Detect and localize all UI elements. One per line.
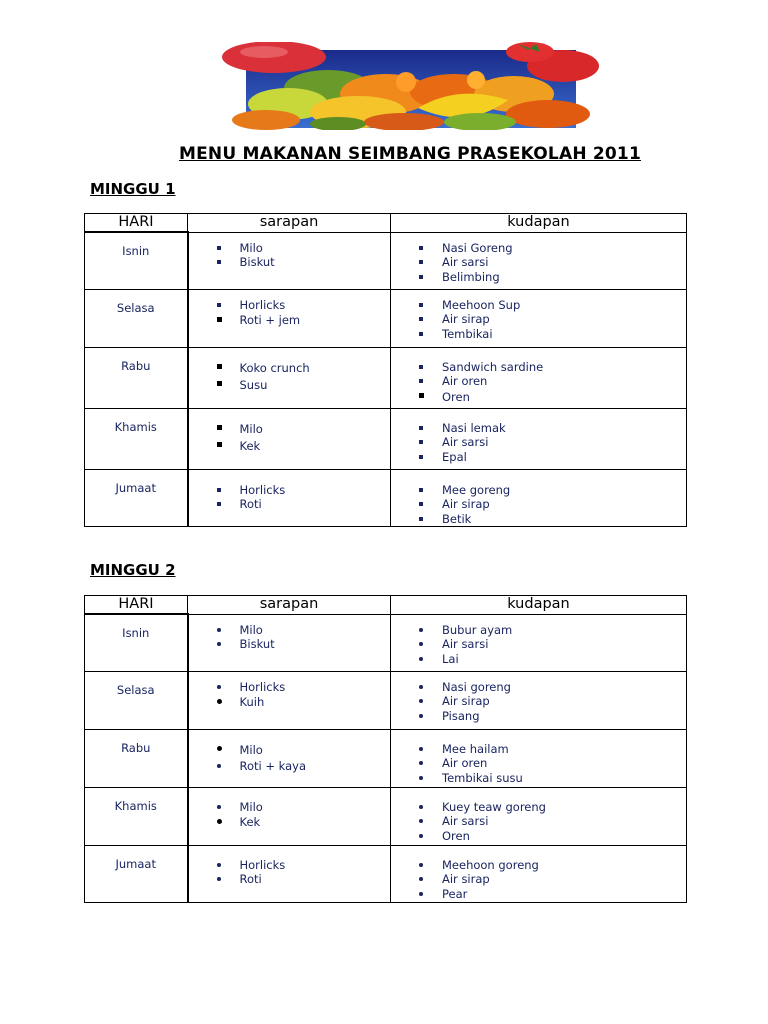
list-item: Air sarsi [419,435,686,450]
list-item: Mee goreng [419,483,686,498]
list-item: Tembikai susu [419,771,686,786]
list-item: Susu [217,377,391,394]
list-item: Nasi lemak [419,421,686,436]
day-cell: Selasa [85,671,188,729]
kudapan-cell [391,671,687,729]
list-item: Koko crunch [217,360,391,377]
list-item: Betik [419,512,686,527]
list-item: Epal [419,450,686,465]
header-sarapan: sarapan [188,596,391,615]
table-row [85,787,687,845]
kudapan-cell [391,408,687,469]
list-item: Milo [217,742,391,759]
kudapan-cell [391,787,687,845]
table-row [85,671,687,729]
list-item: Bubur ayam [419,623,686,638]
day-cell: Isnin [85,614,188,671]
list-item: Meehoon goreng [419,858,686,873]
list-item: Horlicks [217,858,391,873]
day-cell: Isnin [85,232,188,289]
list-item: Tembikai [419,327,686,342]
week-2-menu-table [84,595,687,903]
list-item: Oren [419,829,686,844]
table-row [85,408,687,469]
list-item: Kek [217,438,391,455]
kudapan-cell [391,729,687,787]
list-item: Sandwich sardine [419,360,686,375]
kudapan-cell [391,614,687,671]
day-cell: Jumaat [85,469,188,527]
kudapan-cell [391,845,687,902]
header-sarapan: sarapan [188,214,391,233]
header-kudapan: kudapan [391,214,687,233]
day-cell: Rabu [85,729,188,787]
sarapan-cell [188,845,391,902]
list-item: Biskut [217,637,391,652]
sarapan-cell [188,729,391,787]
list-item: Horlicks [217,298,391,313]
list-item: Belimbing [419,270,686,285]
sarapan-cell [188,289,391,347]
list-item: Air oren [419,756,686,771]
list-item: Meehoon Sup [419,298,686,313]
table-row [85,614,687,671]
list-item: Kuey teaw goreng [419,800,686,815]
list-item: Air sirap [419,312,686,327]
day-cell: Jumaat [85,845,188,902]
list-item: Mee hailam [419,742,686,757]
day-cell: Rabu [85,347,188,408]
header-hari: HARI [85,596,188,615]
list-item: Milo [217,800,391,815]
table-row [85,289,687,347]
list-item: Kuih [217,694,391,711]
sarapan-cell [188,787,391,845]
table-header-row [85,214,687,233]
sarapan-cell [188,671,391,729]
week-2-heading: MINGGU 2 [90,561,176,579]
week-1-menu-table [84,213,687,527]
list-item: Air oren [419,374,686,389]
list-item: Horlicks [217,483,391,498]
fruit-banner-image [218,42,602,130]
list-item: Milo [217,623,391,638]
day-cell: Khamis [85,787,188,845]
list-item: Horlicks [217,680,391,695]
table-row [85,845,687,902]
table-row [85,232,687,289]
sarapan-cell [188,347,391,408]
list-item: Pisang [419,709,686,724]
list-item: Air sirap [419,497,686,512]
page-title: MENU MAKANAN SEIMBANG PRASEKOLAH 2011 [178,144,641,164]
day-cell: Selasa [85,289,188,347]
list-item: Biskut [217,255,391,270]
list-item: Milo [217,241,391,256]
week-1-heading: MINGGU 1 [90,180,176,198]
list-item: Lai [419,652,686,667]
day-cell: Khamis [85,408,188,469]
list-item: Milo [217,421,391,438]
sarapan-cell [188,408,391,469]
kudapan-cell [391,347,687,408]
list-item: Roti + jem [217,312,391,329]
list-item: Kek [217,814,391,831]
list-item: Roti + kaya [217,759,391,774]
kudapan-cell [391,469,687,527]
sarapan-cell [188,614,391,671]
table-row [85,729,687,787]
list-item: Air sirap [419,694,686,709]
list-item: Nasi Goreng [419,241,686,256]
table-header-row [85,596,687,615]
list-item: Air sirap [419,872,686,887]
sarapan-cell [188,469,391,527]
table-row [85,347,687,408]
header-kudapan: kudapan [391,596,687,615]
list-item: Pear [419,887,686,902]
table-row [85,469,687,527]
list-item: Nasi goreng [419,680,686,695]
list-item: Air sarsi [419,255,686,270]
kudapan-cell [391,232,687,289]
list-item: Oren [419,389,686,406]
list-item: Roti [217,497,391,512]
sarapan-cell [188,232,391,289]
list-item: Roti [217,872,391,887]
kudapan-cell [391,289,687,347]
header-hari: HARI [85,214,188,233]
list-item: Air sarsi [419,814,686,829]
list-item: Air sarsi [419,637,686,652]
